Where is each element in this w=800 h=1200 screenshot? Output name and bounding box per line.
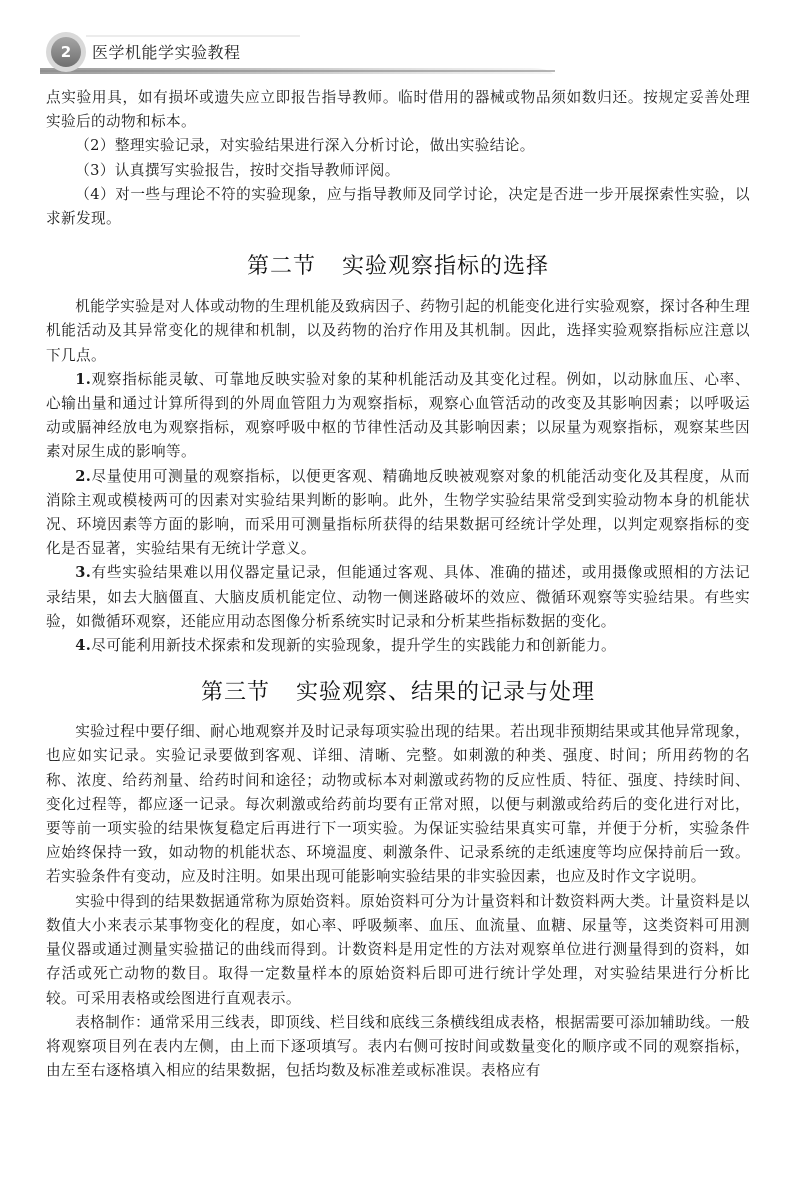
item-text: 尽量使用可测量的观察指标，以便更客观、精确地反映被观察对象的机能活动变化及其程度，从而消除主观或模棱两可的因素对实验结果判断的影响。此外，生物学实验结果常受到实验动物本身的机能状况、环境因素等方面的影响，而采用可测量指标所获得的结果数据可经统计学处理，以判定观察指标的变化是否显著，实验结果有无统计学意义。 <box>46 467 750 558</box>
intro-item-2: （2）整理实验记录，对实验结果进行深入分析讨论，做出实验结论。 <box>75 137 535 155</box>
section-3-heading <box>46 675 750 706</box>
item-number: 1. <box>75 370 92 388</box>
book-title: 医学机能学实验教程 <box>92 43 241 62</box>
item-number: 3. <box>75 564 92 582</box>
section-2-intro: 机能学实验是对人体或动物的生理机能及致病因子、药物引起的机能变化进行实验观察，探讨各种生理机能活动及其异常变化的规律和机制，以及药物的治疗作用及其机制。因此，选择实验观察指标应注意以下几点。 <box>46 298 750 364</box>
section-3-paragraph-3: 表格制作：通常采用三线表，即顶线、栏目线和底线三条横线组成表格，根据需要可添加辅助线。一般将观察项目列在表内左侧，由上而下逐项填写。表内右侧可按时间或数量变化的顺序或不同的观察指标，由左至右逐格填入相应的结果数据，包括均数及标准差或标准误。表格应有 <box>46 1013 750 1080</box>
section-2-item-1 <box>46 368 750 465</box>
section-2-number: 第二节 <box>246 254 316 280</box>
section-3-number: 第三节 <box>200 680 270 706</box>
page-header <box>0 0 800 80</box>
intro-item-3: （3）认真撰写实验报告，按时交指导教师评阅。 <box>75 161 400 179</box>
section-2-item-4 <box>46 634 750 658</box>
section-2-title: 实验观察指标的选择 <box>342 254 550 280</box>
section-2-item-3 <box>46 561 750 634</box>
item-text: 尽可能利用新技术探索和发现新的实验现象，提升学生的实践能力和创新能力。 <box>91 637 617 655</box>
section-2-heading <box>46 249 750 280</box>
intro-paragraph-continuation: 点实验用具，如有损坏或遗失应立即报告指导教师。临时借用的器械或物品须如数归还。按规定妥善处理实验后的动物和标本。 <box>46 89 750 131</box>
item-text: 观察指标能灵敏、可靠地反映实验对象的某种机能活动及其变化过程。例如，以动脉血压、心率、心输出量和通过计算所得到的外周血管阻力为观察指标，观察心血管活动的改变及其影响因素；以呼吸运动或膈神经放电为观察指标，观察呼吸中枢的节律性活动及其影响因素；以尿量为观察指标，观察某些因素对尿生成的影响等。 <box>46 370 750 461</box>
item-number: 2. <box>75 467 92 485</box>
section-3-paragraph-2: 实验中得到的结果数据通常称为原始资料。原始资料可分为计量资料和计数资料两大类。计量资料是以数值大小来表示某事物变化的程度，如心率、呼吸频率、血压、血流量、血糖、尿量等，这类资料可用测量仪器或通过测量实验描记的曲线而得到。计数资料是用定性的方法对观察单位进行测量得到的资料，如存活或死亡动物的数目。取得一定数量样本的原始资料后即可进行统计学处理，对实验结果进行分析比较。可采用表格或绘图进行直观表示。 <box>46 892 750 1007</box>
item-number: 4. <box>75 637 92 655</box>
section-3-paragraph-1: 实验过程中要仔细、耐心地观察并及时记录每项实验出现的结果。若出现非预期结果或其他异常现象，也应如实记录。实验记录要做到客观、详细、清晰、完整。如刺激的种类、强度、时间；所用药物的名称、浓度、给药剂量、给药时间和途径；动物或标本对刺激或药物的反应性质、特征、强度、持续时间、变化过程等，都应逐一记录。每次刺激或给药前均要有正常对照，以便与刺激或给药后的变化进行对比，要等前一项实验的结果恢复稳定后再进行下一项实验。为保证实验结果真实可靠，并便于分析，实验条件应始终保持一致，如动物的机能状态、环境温度、刺激条件、记录系统的走纸速度等均应保持前后一致。若实验条件有变动，应及时注明。如果出现可能影响实验结果的非实验因素，也应及时作文字说明。 <box>46 723 750 886</box>
section-3-title: 实验观察、结果的记录与处理 <box>296 680 596 706</box>
page-body <box>46 86 750 1083</box>
section-2-item-2 <box>46 465 750 562</box>
intro-item-4: （4）对一些与理论不符的实验现象，应与指导教师及同学讨论，决定是否进一步开展探索性实验，以求新发现。 <box>46 185 750 228</box>
item-text: 有些实验结果难以用仪器定量记录，但能通过客观、具体、准确的描述，或用摄像或照相的方法记录结果，如去大脑僵直、大脑皮质机能定位、动物一侧迷路破坏的效应、微循环观察等实验结果。有些实验，如微循环观察，还能应用动态图像分析系统实时记录和分析某些指标数据的变化。 <box>46 564 750 630</box>
page-number: 2 <box>60 43 72 61</box>
